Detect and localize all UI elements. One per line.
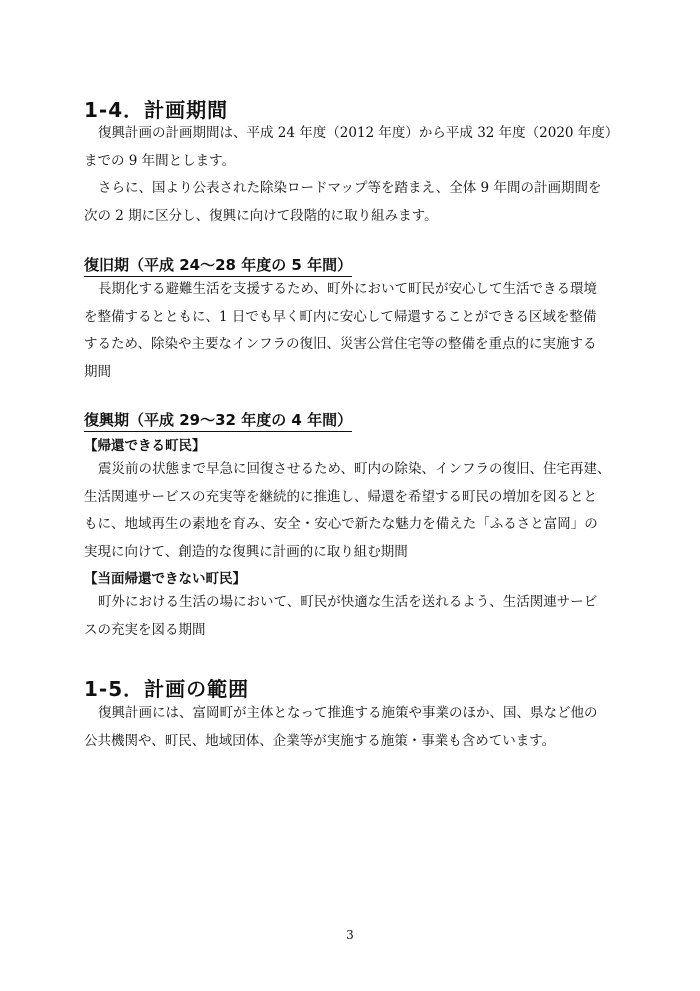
- paragraph-non-returning-residents: [84, 589, 624, 644]
- paragraph-recovery-phase: [84, 276, 624, 386]
- section-heading-plan-scope: 1-5．計画の範囲: [84, 677, 250, 701]
- label-non-returning-residents: 【当面帰還できない町民】: [84, 571, 246, 587]
- paragraph-phase-division: [84, 175, 624, 230]
- text-line: 復興計画には、富岡町が主体となって推進する施策や事業のほか、国、県など他の: [98, 705, 598, 721]
- text-line: 実現に向けて、創造的な復興に計画的に取り組む期間: [84, 543, 408, 560]
- text-line: 次の 2 期に区分し、復興に向けて段階的に取り組みます。: [84, 207, 438, 224]
- text-line: 町外における生活の場において、町民が快適な生活を送れるよう、生活関連サービ: [98, 594, 598, 610]
- paragraph-plan-period: [84, 120, 624, 175]
- page-number: 3: [346, 928, 354, 942]
- text-line: さらに、国より公表された除染ロードマップ等を踏まえ、全体 9 年間の計画期間を: [98, 180, 602, 196]
- text-line: 生活関連サービスの充実等を継続的に推進し、帰還を希望する町民の増加を図るとと: [84, 488, 597, 505]
- text-line: するため、除染や主要なインフラの復旧、災害公営住宅等の整備を重点的に実施する: [84, 336, 597, 352]
- text-line: を整備するとともに、1 日でも早く町内に安心して帰還することができる区域を整備: [84, 308, 597, 325]
- text-line: 復興計画の計画期間は、平成 24 年度（2012 年度）から平成 32 年度（2020 年度）: [98, 125, 619, 141]
- subheading-reconstruction-phase: 復興期（平成 29～32 年度の 4 年間）: [84, 409, 352, 432]
- text-line: 公共機関や、町民、地域団体、企業等が実施する施策・事業も含めています。: [84, 732, 556, 749]
- text-line: 長期化する避難生活を支援するため、町外において町民が安心して生活できる環境: [98, 281, 597, 297]
- paragraph-plan-scope: [84, 700, 624, 755]
- section-heading-plan-period: 1-4．計画期間: [84, 98, 229, 122]
- text-line: までの 9 年間とします。: [84, 152, 236, 169]
- subheading-recovery-phase: 復旧期（平成 24～28 年度の 5 年間）: [84, 254, 352, 277]
- text-line: 震災前の状態まで早急に回復させるため、町内の除染、インフラの復旧、住宅再建、: [98, 461, 611, 477]
- text-line: スの充実を図る期間: [84, 621, 206, 638]
- text-line: 期間: [84, 363, 111, 380]
- paragraph-returning-residents: [84, 456, 624, 566]
- text-line: もに、地域再生の素地を育み、安全・安心で新たな魅力を備えた「ふるさと富岡」の: [84, 516, 598, 532]
- label-returning-residents: 【帰還できる町民】: [84, 438, 206, 454]
